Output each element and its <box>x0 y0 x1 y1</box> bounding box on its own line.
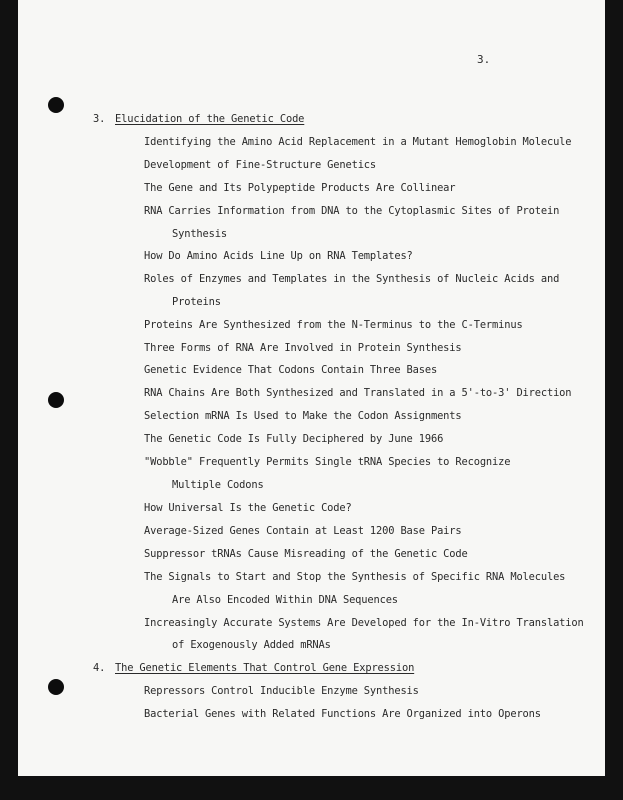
toc-entry: Development of Fine-Structure Genetics <box>144 159 377 171</box>
toc-entry: "Wobble" Frequently Permits Single tRNA Species to Recognize <box>144 456 511 468</box>
punch-hole <box>48 679 64 695</box>
toc-entry: The Gene and Its Polypeptide Products Are Collinear <box>144 182 456 194</box>
toc-entry-continuation: Synthesis <box>172 228 227 240</box>
toc-entry: The Genetic Code Is Fully Deciphered by June 1966 <box>144 433 444 445</box>
toc-entry: Increasingly Accurate Systems Are Developed for the In-Vitro Translation <box>144 617 584 629</box>
punch-hole <box>48 97 64 113</box>
section-number: 3. <box>93 113 106 125</box>
page-number: 3. <box>477 53 491 66</box>
toc-entry: Three Forms of RNA Are Involved in Protein Synthesis <box>144 342 462 354</box>
document-page <box>18 0 605 776</box>
toc-entry: RNA Chains Are Both Synthesized and Translated in a 5'-to-3' Direction <box>144 387 572 399</box>
toc-entry: Repressors Control Inducible Enzyme Synthesis <box>144 685 419 697</box>
toc-entry-continuation: Multiple Codons <box>172 479 264 491</box>
toc-entry: How Do Amino Acids Line Up on RNA Templates? <box>144 250 413 262</box>
section-title: The Genetic Elements That Control Gene Expression <box>115 662 415 674</box>
section-title: Elucidation of the Genetic Code <box>115 113 305 125</box>
toc-entry: Suppressor tRNAs Cause Misreading of the Genetic Code <box>144 548 468 560</box>
section-heading <box>93 662 414 674</box>
toc-entry: Identifying the Amino Acid Replacement in a Mutant Hemoglobin Molecule <box>144 136 572 148</box>
toc-entry-continuation: Proteins <box>172 296 221 308</box>
toc-entry-continuation: of Exogenously Added mRNAs <box>172 639 331 651</box>
toc-entry: RNA Carries Information from DNA to the Cytoplasmic Sites of Protein <box>144 205 560 217</box>
toc-entry: Selection mRNA Is Used to Make the Codon Assignments <box>144 410 462 422</box>
toc-entry: The Signals to Start and Stop the Synthesis of Specific RNA Molecules <box>144 571 566 583</box>
toc-entry: Bacterial Genes with Related Functions Are Organized into Operons <box>144 708 541 720</box>
punch-hole <box>48 392 64 408</box>
toc-entry: Average-Sized Genes Contain at Least 1200 Base Pairs <box>144 525 462 537</box>
toc-entry: Genetic Evidence That Codons Contain Three Bases <box>144 364 438 376</box>
toc-entry: Proteins Are Synthesized from the N-Terminus to the C-Terminus <box>144 319 523 331</box>
toc-entry: Roles of Enzymes and Templates in the Synthesis of Nucleic Acids and <box>144 273 560 285</box>
section-heading <box>93 113 304 125</box>
toc-entry: How Universal Is the Genetic Code? <box>144 502 352 514</box>
section-number: 4. <box>93 662 106 674</box>
toc-entry-continuation: Are Also Encoded Within DNA Sequences <box>172 594 398 606</box>
